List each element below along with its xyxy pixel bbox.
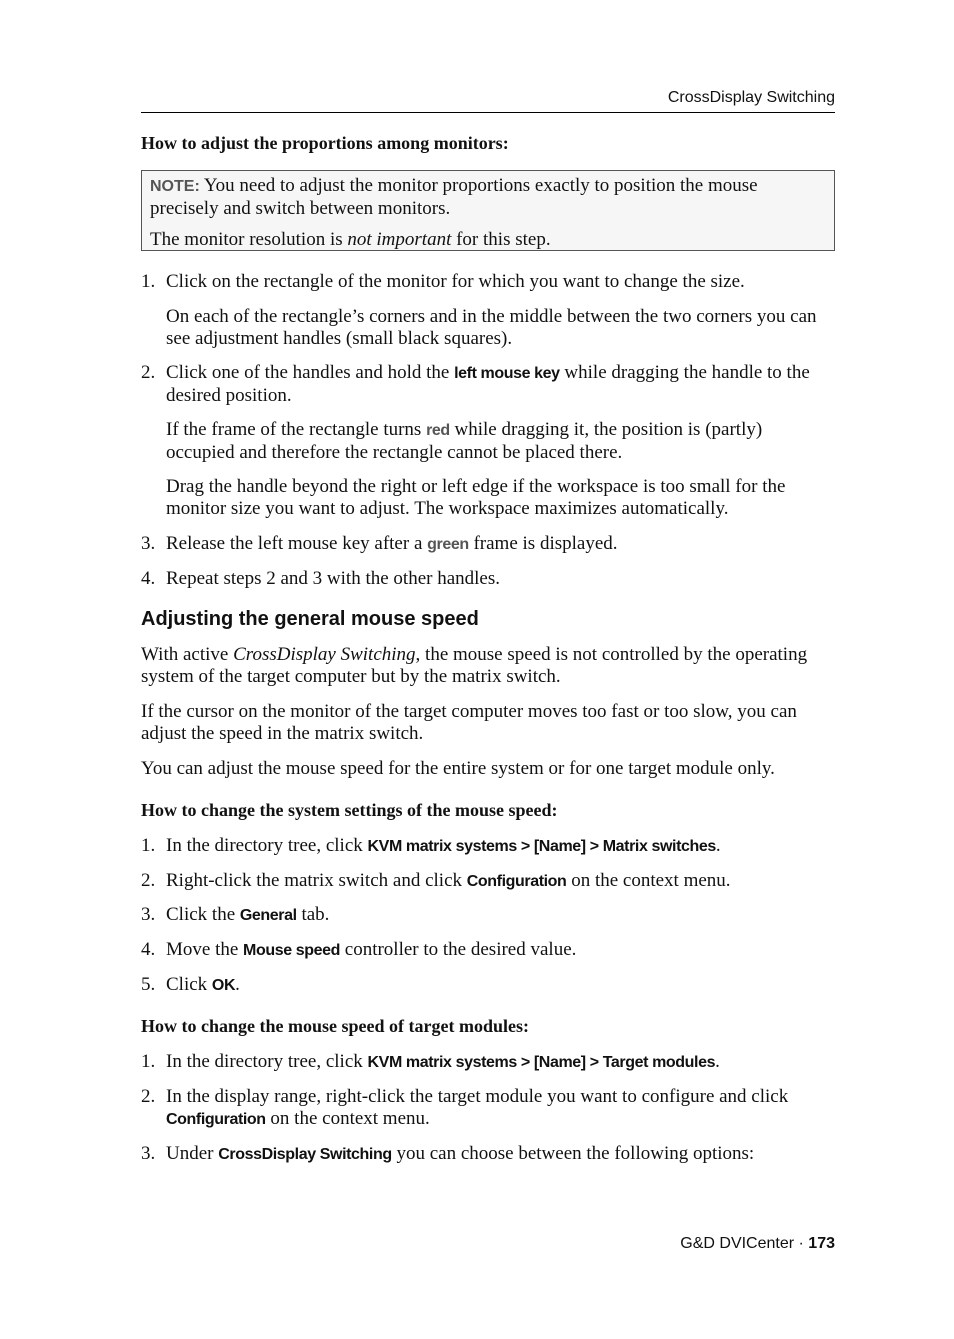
section-heading: Adjusting the general mouse speed	[141, 608, 479, 630]
running-header: CrossDisplay Switching	[667, 89, 835, 106]
procedure-title: How to adjust the proportions among monitors:	[141, 133, 509, 153]
list-item-note: On each of the rectangle’s corners and in the middle between the two corners you can see adjustment handles (small black squares).	[166, 306, 817, 349]
keyword: General	[239, 907, 297, 924]
keyword: Mouse speed	[243, 942, 341, 959]
keyword: KVM matrix systems > [Name] > Target modules	[367, 1054, 716, 1071]
page-footer: G&D DVICenter · 173	[680, 1235, 835, 1252]
paragraph: You can adjust the mouse speed for the entire system or for one target module only.	[141, 758, 775, 779]
keyword: Configuration	[466, 873, 567, 890]
paragraph: If the cursor on the monitor of the target computer moves too fast or too slow, you can adjust the speed in the matrix switch.	[141, 701, 797, 744]
keyword: left mouse key	[454, 365, 560, 382]
keyword: green	[427, 536, 469, 553]
keyword: CrossDisplay Switching	[218, 1146, 392, 1163]
keyword: KVM matrix systems > [Name] > Matrix switches	[367, 838, 716, 855]
keyword: red	[426, 422, 450, 439]
list-item-note: Drag the handle beyond the right or left edge if the workspace is too small for the monitor size you want to adjust. The workspace maximizes automatically.	[166, 476, 786, 519]
keyword: Configuration	[166, 1111, 266, 1128]
procedure-title: How to change the system settings of the mouse speed:	[141, 800, 558, 820]
note-label: NOTE:	[150, 178, 200, 195]
header-rule	[141, 112, 835, 113]
list-item-note: If the frame of the rectangle turns red while dragging it, the position is (partly) occupied and therefore the rectangle cannot be placed there.	[166, 419, 763, 463]
paragraph: With active CrossDisplay Switching, the mouse speed is not controlled by the operating system of the target computer but by the matrix switch.	[141, 644, 808, 687]
note-paragraph-2: The monitor resolution is not important for this step.	[150, 229, 551, 250]
page-number: 173	[808, 1235, 835, 1252]
keyword: OK	[211, 977, 236, 994]
procedure-title: How to change the mouse speed of target modules:	[141, 1016, 529, 1036]
note-paragraph: NOTE: You need to adjust the monitor proportions exactly to position the mouse precisely and switch between monitors.	[150, 175, 758, 219]
note-box	[141, 170, 835, 251]
